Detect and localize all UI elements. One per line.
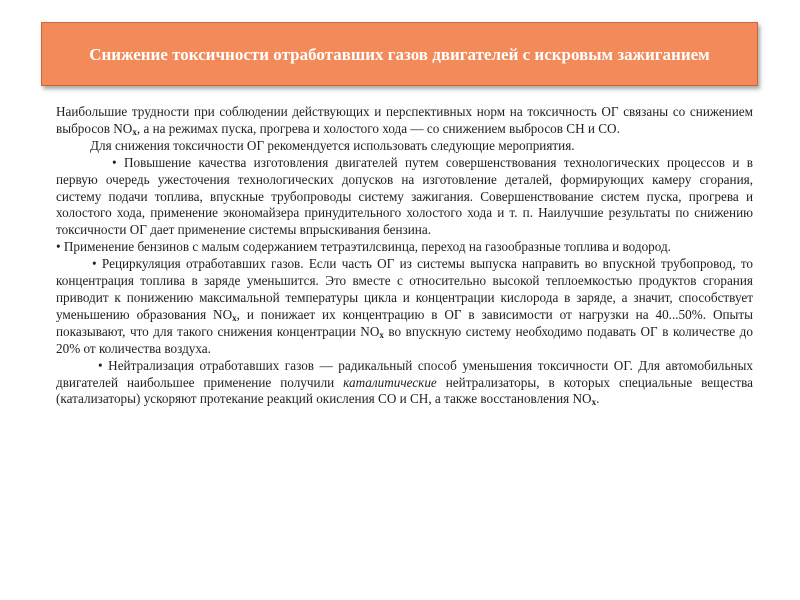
emphasis-catalytic: каталитические [343, 374, 437, 390]
bullet-neutralization-text-c: . [596, 391, 600, 407]
bullet-neutralization-text-a: • Нейтрализация отработавших газов — радикальный способ уменьшения токсичности ОГ. Для автомобильных двигателей наибольшее применение получили [56, 357, 753, 390]
bullet-quality: • Повышение качества изготовления двигателей путем совершенствования технологических процессов и в первую очередь ужесточения технологических допусков на изготовление деталей, формирующих камеру сгорания, систему подачи топлива, впускные трубопроводы систему зажигания. Совершенствование систем пуска, прогрева и холостого хода, применение экономайзера принудительного холостого хода и т. п. Наилучшие результаты по снижению токсичности ОГ дает применение системы впрыскивания бензина. [56, 154, 753, 238]
paragraph-measures-lead: Для снижения токсичности ОГ рекомендуется использовать следующие мероприятия. [90, 137, 575, 153]
bullet-recirculation-text-c: во впускную систему необходимо подавать ОГ в количестве до 20% от количества воздуха. [56, 323, 753, 356]
bullet-recirculation-text-a: • Рециркуляция отработавших газов. Если часть ОГ из системы выпуска направить во впускной трубопровод, то концентрация топлива в заряде уменьшится. Это вместе с относительно высокой теплоемкостью продуктов сгорания приводит к понижению максимальной температуры цикла и концентрации кислорода в заряде, а значит, способствует уменьшению образования NO [56, 256, 753, 322]
paragraph-intro [56, 104, 753, 138]
bullet-neutralization-text-b: нейтрализаторы, в которых специальные вещества (катализаторы) ускоряют протекание реакций окисления СО и СН, а также восстановления NO [56, 374, 754, 407]
slide-title: Снижение токсичности отработавших газов двигателей с искровым зажиганием [89, 44, 710, 64]
paragraph-intro-text-b: , а на режимах пуска, прогрева и холостого хода — со снижением выбросов СН и СО. [136, 120, 620, 136]
paragraph-intro-text-a: Наибольшие трудности при соблюдении действующих и перспективных норм на токсичность ОГ связаны со снижением выбросов NO [56, 104, 753, 136]
bullet-fuel: • Применение бензинов с малым содержанием тетраэтилсвинца, переход на газообразные топлива и водород. [56, 239, 671, 255]
bullet-recirculation [56, 256, 753, 357]
subscript-x: x [132, 126, 137, 137]
subscript-x: x [591, 397, 597, 408]
bullet-recirculation-text-b: , и понижает их концентрацию в ОГ в зависимости от нагрузки на 40...50%. Опыты показывают, что для такого снижения концентрации NO [56, 306, 754, 339]
slide-title-banner [41, 22, 758, 86]
slide-body [56, 104, 753, 408]
subscript-x: x [379, 329, 384, 340]
subscript-x: x [232, 312, 237, 323]
bullet-neutralization [56, 358, 753, 409]
